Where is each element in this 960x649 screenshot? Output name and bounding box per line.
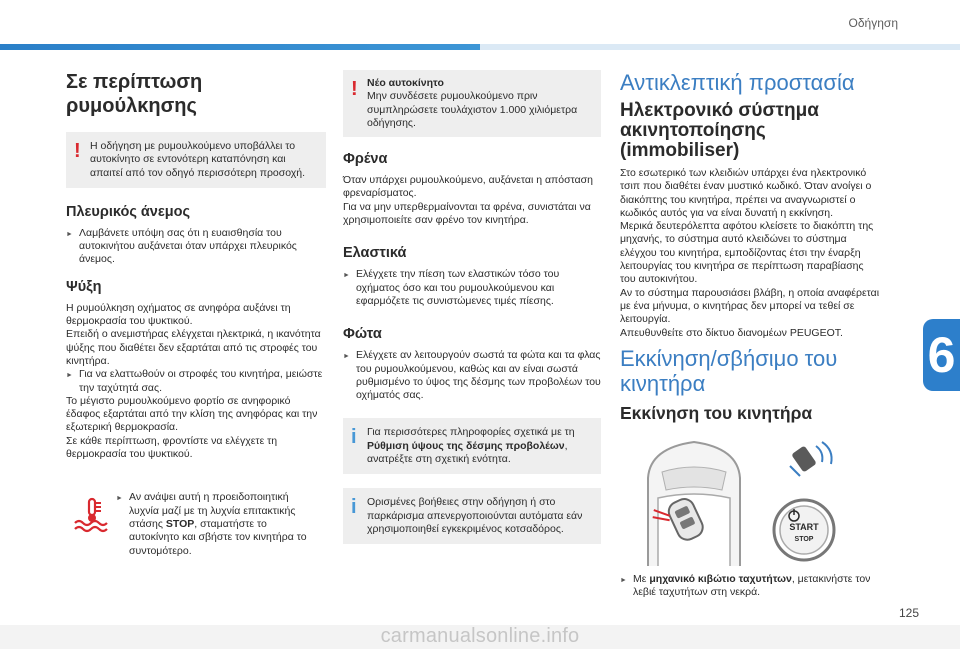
lights-bullet: ► Ελέγχετε αν λειτουργούν σωστά τα φώτα και τα φλας του ρυμουλκούμενου, καθώς και αν είναι σωστά ρυθμισμένο το ύψος της δέσμης των προβολέων του οχήματός σας. xyxy=(343,349,601,402)
coolant-warning xyxy=(66,491,326,561)
tyres-bullet: ► Ελέγχετε την πίεση των ελαστικών τόσο του οχήματος όσο και του ρυμουλκούμενου και εφαρμόζετε τις συνιστώμενες τιμές πίεσης. xyxy=(343,268,601,308)
header-bar xyxy=(0,44,480,50)
info-towbar-text: Ορισμένες βοήθειες στην οδήγηση ή στο παρκάρισμα απενεργοποιούνται αυτόματα εάν χρησιμοποιηθεί εγκεκριμένος κοτσαδόρος. xyxy=(367,496,583,535)
tyres-title: Ελαστικά xyxy=(343,245,407,262)
towing-title: Σε περίπτωση ρυμούλκησης xyxy=(66,71,203,117)
warning-icon: ! xyxy=(351,78,358,100)
new-car-text: Μην συνδέσετε ρυμουλκούμενο πριν συμπληρώσετε τουλάχιστον 1.000 χιλιόμετρα οδήγησης. xyxy=(367,90,578,129)
column-1 xyxy=(66,70,326,561)
info-icon: i xyxy=(351,426,357,449)
info-icon: i xyxy=(351,496,357,519)
towing-warning-text: Η οδήγηση με ρυμουλκούμενο υποβάλλει το αυτοκίνητο σε εντονότερη καταπόνηση και απαιτεί από τον οδηγό περισσότερη προσοχή. xyxy=(90,140,306,179)
info-headlamps-text: Για περισσότερες πληροφορίες σχετικά με τη Ρύθμιση ύψους της δέσμης προβολέων, ανατρέξτε στη σχετική ενότητα. xyxy=(367,426,575,466)
page-number: 125 xyxy=(898,606,919,620)
warning-icon: ! xyxy=(74,140,81,162)
cooling-text: Η ρυμούλκηση οχήματος σε ανηφόρα αυξάνει τη θερμοκρασία του ψυκτικού. Επειδή ο ανεμιστήρας ελέγχεται ηλεκτρικά, η ικανότητα ψύξης που διαθέτει δεν εξαρτάται από τις στροφές του κινητήρα. xyxy=(66,301,321,367)
antitheft-title: Αντικλεπτική προστασία xyxy=(620,70,855,95)
info-box-towbar xyxy=(343,488,601,544)
immobiliser-title: Ηλεκτρονικό σύστημα ακινητοποίησης (immobiliser) xyxy=(620,100,819,161)
start-illustration xyxy=(636,438,886,566)
cooling-bullet: ► Για να ελαττωθούν οι στροφές του κινητήρα, μειώστε την ταχύτητά σας. xyxy=(66,368,326,395)
cooling-title: Ψύξη xyxy=(66,278,102,295)
section-title: Οδήγηση xyxy=(848,16,898,30)
info-box-headlamps xyxy=(343,418,601,474)
towing-warning-box xyxy=(66,132,326,188)
cooling-text-2: Το μέγιστο ρυμουλκούμενο φορτίο σε ανηφορικό έδαφος εξαρτάται από την κλίση της ανηφόρας και την εξωτερική θερμοκρασία. Σε κάθε περίπτωση, φροντίστε να ελέγχετε τη θερμοκρασία του ψυκτικού. xyxy=(66,394,318,461)
start-bullet: ► Με μηχανικό κιβώτιο ταχυτήτων, μετακινήστε τον λεβιέ ταχυτήτων στη νεκρά. xyxy=(620,573,882,600)
car-key-illustration xyxy=(636,438,886,566)
column-2 xyxy=(343,70,601,544)
watermark: carmanualsonline.info xyxy=(0,625,960,649)
column-3 xyxy=(620,70,882,431)
engine-start-title: Εκκίνηση του κινητήρα xyxy=(620,402,813,423)
brakes-title: Φρένα xyxy=(343,151,388,168)
immobiliser-text: Στο εσωτερικό των κλειδιών υπάρχει ένα ηλεκτρονικό τσιπ που διαθέτει έναν μυστικό κωδικό. Όταν ανοίγει ο διακόπτης του κινητήρα, πρέπει να αναγνωριστεί ο κωδικός αυτός για να είναι δυνατή η εκκίνηση. Μερικά δευτερόλεπτα αφότου κλείσετε το διακόπτη της μηχανής, το σύστημα αυτό κλειδώνει το σύστημα ελέγχου του κινητήρα, εμποδίζοντας έτσι την έναρξη λειτουργίας του κινητήρα σε περίπτωση παραβίασης του αυτοκινήτου. Αν το σύστημα παρουσιάσει βλάβη, η οποία αναφέρεται με ένα μήνυμα, ο κινητήρας δεν μπορεί να τεθεί σε λειτουργία. Απευθυνθείτε στο δίκτυο διανομέων PEUGEOT. xyxy=(620,167,880,339)
signal-icon xyxy=(790,442,832,476)
lights-title: Φώτα xyxy=(343,326,382,343)
chapter-number: 6 xyxy=(927,327,956,383)
side-wind-bullet: ► Λαμβάνετε υπόψη σας ότι η ευαισθησία του αυτοκινήτου αυξάνεται όταν υπάρχει πλευρικός άνεμος. xyxy=(66,227,326,267)
brakes-text: Όταν υπάρχει ρυμουλκούμενο, αυξάνεται η απόσταση φρεναρίσματος. Για να μην υπερθερμαίνονται τα φρένα, συνιστάται να χρησιμοποιείτε σαν φρένο τον κινητήρα. xyxy=(343,174,593,227)
start-stop-title: Εκκίνηση/σβήσιμο του κινητήρα xyxy=(620,345,838,396)
start-button-label: START xyxy=(789,522,819,532)
side-wind-title: Πλευρικός άνεμος xyxy=(66,203,191,220)
coolant-temperature-icon xyxy=(72,497,112,533)
stop-button-label: STOP xyxy=(794,536,814,543)
header-bar-light xyxy=(480,44,960,50)
new-car-title: Νέο αυτοκίνητο xyxy=(367,77,444,89)
new-car-box xyxy=(343,70,601,137)
coolant-bullet: ► Αν ανάψει αυτή η προειδοποιητική λυχνία μαζί με τη λυχνία επιτακτικής στάσης STOP, σταματήστε το αυτοκίνητο και σβήστε τον κινητήρα το συντομότερο. xyxy=(116,491,316,557)
